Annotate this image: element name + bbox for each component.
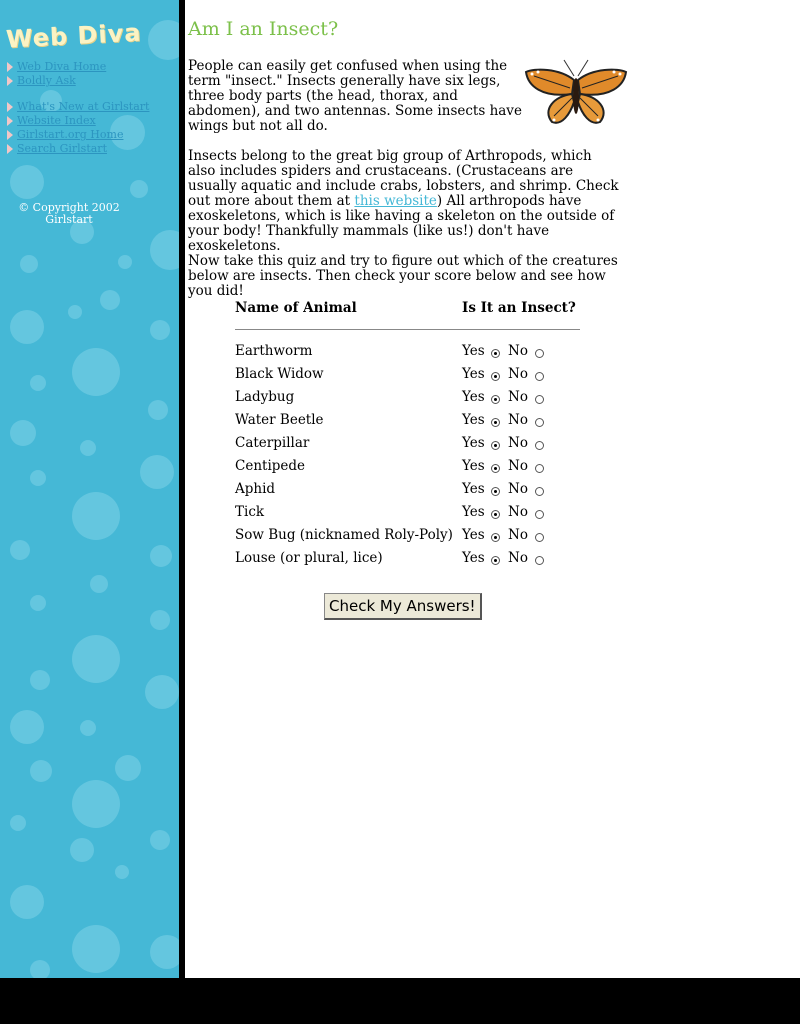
yes-radio[interactable] (491, 372, 500, 381)
copyright-owner: Girlstart (45, 213, 93, 226)
arrow-right-icon (7, 102, 13, 112)
main-content (185, 0, 800, 978)
copyright (0, 202, 138, 226)
butterfly-icon (524, 58, 628, 128)
yes-radio[interactable] (491, 556, 500, 565)
yes-label: Yes (462, 435, 485, 451)
yes-radio[interactable] (491, 533, 500, 542)
no-label: No (508, 343, 528, 359)
arthropods-text-end: ) All arthropods have exoskeletons, which is like having a skeleton on the outside of your body! Thankfully mammals (like us!) don't have exoskeletons. (188, 193, 615, 254)
arthropods-paragraph (188, 149, 621, 254)
crustaceans-link[interactable]: this website (354, 193, 437, 209)
no-label: No (508, 412, 528, 428)
sidebar-link-girlstart-home[interactable]: Girlstart.org Home (17, 128, 124, 141)
no-radio[interactable] (535, 372, 544, 381)
arthropods-text-start: Insects belong to the great big group of Arthropods, which also includes spiders and crustaceans. (Crustaceans are usually aquatic and include crabs, lobsters, and shrimp. Check out more about them at (188, 148, 619, 209)
sidebar-link-search[interactable]: Search Girlstart (17, 142, 107, 155)
yes-radio[interactable] (491, 510, 500, 519)
arrow-right-icon (7, 130, 13, 140)
quiz-row (235, 412, 580, 435)
yes-radio[interactable] (491, 464, 500, 473)
check-answers-button[interactable]: Check My Answers! (324, 593, 482, 620)
yes-label: Yes (462, 412, 485, 428)
no-label: No (508, 481, 528, 497)
sidebar-link-web-diva-home[interactable]: Web Diva Home (17, 60, 107, 73)
no-radio[interactable] (535, 418, 544, 427)
no-radio[interactable] (535, 510, 544, 519)
animal-name: Louse (or plural, lice) (235, 550, 383, 566)
yes-label: Yes (462, 389, 485, 405)
quiz-row (235, 435, 580, 458)
yes-label: Yes (462, 481, 485, 497)
quiz-row (235, 527, 580, 550)
quiz-row (235, 389, 580, 412)
column-header-name: Name of Animal (235, 300, 357, 316)
yes-radio[interactable] (491, 395, 500, 404)
page-title: Am I an Insect? (188, 18, 339, 40)
yes-radio[interactable] (491, 441, 500, 450)
yes-radio[interactable] (491, 418, 500, 427)
arrow-right-icon (7, 62, 13, 72)
quiz-row (235, 343, 580, 366)
quiz-row (235, 550, 580, 573)
animal-name: Tick (235, 504, 265, 520)
animal-name: Water Beetle (235, 412, 324, 428)
animal-name: Sow Bug (nicknamed Roly-Poly) (235, 527, 453, 543)
animal-name: Centipede (235, 458, 306, 474)
arrow-right-icon (7, 76, 13, 86)
site-logo[interactable]: Web Diva (5, 18, 143, 54)
no-radio[interactable] (535, 441, 544, 450)
sidebar (0, 0, 179, 978)
no-label: No (508, 504, 528, 520)
no-radio[interactable] (535, 395, 544, 404)
yes-label: Yes (462, 504, 485, 520)
yes-label: Yes (462, 366, 485, 382)
yes-label: Yes (462, 458, 485, 474)
header-divider (235, 329, 580, 330)
yes-label: Yes (462, 527, 485, 543)
copyright-line: © Copyright 2002 (18, 201, 120, 214)
quiz-row (235, 458, 580, 481)
animal-name: Ladybug (235, 389, 295, 405)
quiz-row (235, 366, 580, 389)
no-label: No (508, 435, 528, 451)
animal-name: Aphid (235, 481, 276, 497)
no-radio[interactable] (535, 464, 544, 473)
arrow-right-icon (7, 116, 13, 126)
sidebar-link-boldly-ask[interactable]: Boldly Ask (17, 74, 76, 87)
sidebar-link-whats-new[interactable]: What's New at Girlstart (17, 100, 150, 113)
no-radio[interactable] (535, 533, 544, 542)
no-label: No (508, 366, 528, 382)
sidebar-link-website-index[interactable]: Website Index (17, 114, 96, 127)
no-label: No (508, 527, 528, 543)
yes-radio[interactable] (491, 487, 500, 496)
no-label: No (508, 550, 528, 566)
yes-label: Yes (462, 550, 485, 566)
animal-name: Earthworm (235, 343, 313, 359)
quiz-instructions: Now take this quiz and try to figure out which of the creatures below are insects. Then check your score below and see how you did! (188, 253, 618, 299)
no-radio[interactable] (535, 487, 544, 496)
animal-name: Black Widow (235, 366, 324, 382)
quiz-row (235, 481, 580, 504)
animal-name: Caterpillar (235, 435, 310, 451)
quiz-row (235, 504, 580, 527)
yes-label: Yes (462, 343, 485, 359)
column-header-insect: Is It an Insect? (462, 300, 576, 316)
yes-radio[interactable] (491, 349, 500, 358)
no-radio[interactable] (535, 556, 544, 565)
no-label: No (508, 389, 528, 405)
no-label: No (508, 458, 528, 474)
intro-paragraph: People can easily get confused when using the term "insect." Insects generally have six legs, three body parts (the head, thorax, and abdomen), and two antennas. Some insects have wings but not all do. (188, 58, 522, 134)
arrow-right-icon (7, 144, 13, 154)
no-radio[interactable] (535, 349, 544, 358)
